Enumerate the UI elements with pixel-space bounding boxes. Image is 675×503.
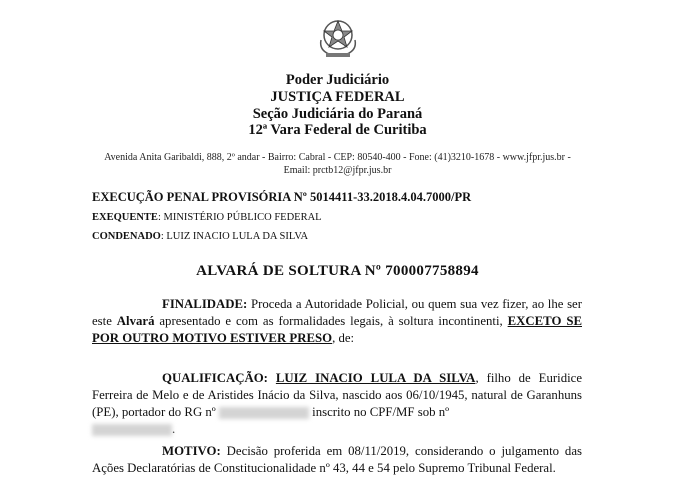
header-secao-judiciaria: Seção Judiciária do Paraná (252, 106, 423, 122)
exceto-clause: EXCETO SE POR OUTRO MOTIVO ESTIVER PRESO (92, 314, 582, 345)
motivo-label: MOTIVO: (162, 444, 221, 458)
coat-of-arms-emblem (315, 14, 361, 60)
header-justica-federal: JUSTIÇA FEDERAL (270, 89, 405, 105)
exequente-line (92, 212, 322, 223)
condenado-label: CONDENADO (92, 231, 161, 242)
exequente-value: : MINISTÉRIO PÚBLICO FEDERAL (157, 212, 322, 223)
condenado-line (92, 231, 308, 242)
qualificacao-label: QUALIFICAÇÃO: (162, 371, 268, 385)
qualificacao-paragraph (92, 370, 582, 438)
redacted-cpf (92, 424, 172, 436)
email-line: Email: prctb12@jfpr.jus.br (283, 165, 392, 176)
court-address (60, 151, 615, 177)
finalidade-text2: apresentado e com as formalidades legais, à soltura incontinenti, (154, 314, 508, 328)
motivo-text: Decisão proferida em 08/11/2019, considerando o julgamento das Ações Declaratórias de Constitucionalidade nº 43, 44 e 54 pelo Supremo Tribunal Federal. (92, 444, 582, 475)
redacted-rg (219, 407, 309, 419)
qualificacao-text3: . (172, 422, 176, 436)
qualificacao-text1: , filho de Euridice Ferreira de Melo e de Aristides Inácio da Silva, nascido aos 06/10/1945, natural de Garanhuns (PE), portador do RG nº (92, 371, 583, 419)
header-vara-federal: 12ª Vara Federal de Curitiba (248, 122, 427, 138)
finalidade-label: FINALIDADE: (162, 297, 248, 311)
qualificacao-text2: inscrito no CPF/MF sob nº (308, 405, 450, 419)
address-line: Avenida Anita Garibaldi, 888, 2º andar - Bairro: Cabral - CEP: 80540-400 - Fone: (41)3210-1678 - www.jfpr.jus.br - (104, 152, 571, 163)
header-poder-judiciario: Poder Judiciário (285, 72, 390, 88)
condenado-value: : LUIZ INACIO LULA DA SILVA (160, 231, 309, 242)
alvara-word: Alvará (116, 314, 155, 328)
finalidade-text3: , de: (332, 331, 355, 345)
exequente-label: EXEQUENTE (92, 212, 158, 223)
motivo-paragraph (92, 443, 582, 477)
defendant-name: LUIZ INACIO LULA DA SILVA (275, 371, 476, 385)
document-title: ALVARÁ DE SOLTURA Nº 700007758894 (196, 263, 479, 279)
finalidade-text1: Proceda a Autoridade Policial, ou quem sua vez fizer, ao lhe ser este (92, 297, 582, 328)
finalidade-paragraph (92, 296, 582, 347)
process-number: EXECUÇÃO PENAL PROVISÓRIA Nº 5014411-33.2018.4.04.7000/PR (92, 190, 472, 204)
